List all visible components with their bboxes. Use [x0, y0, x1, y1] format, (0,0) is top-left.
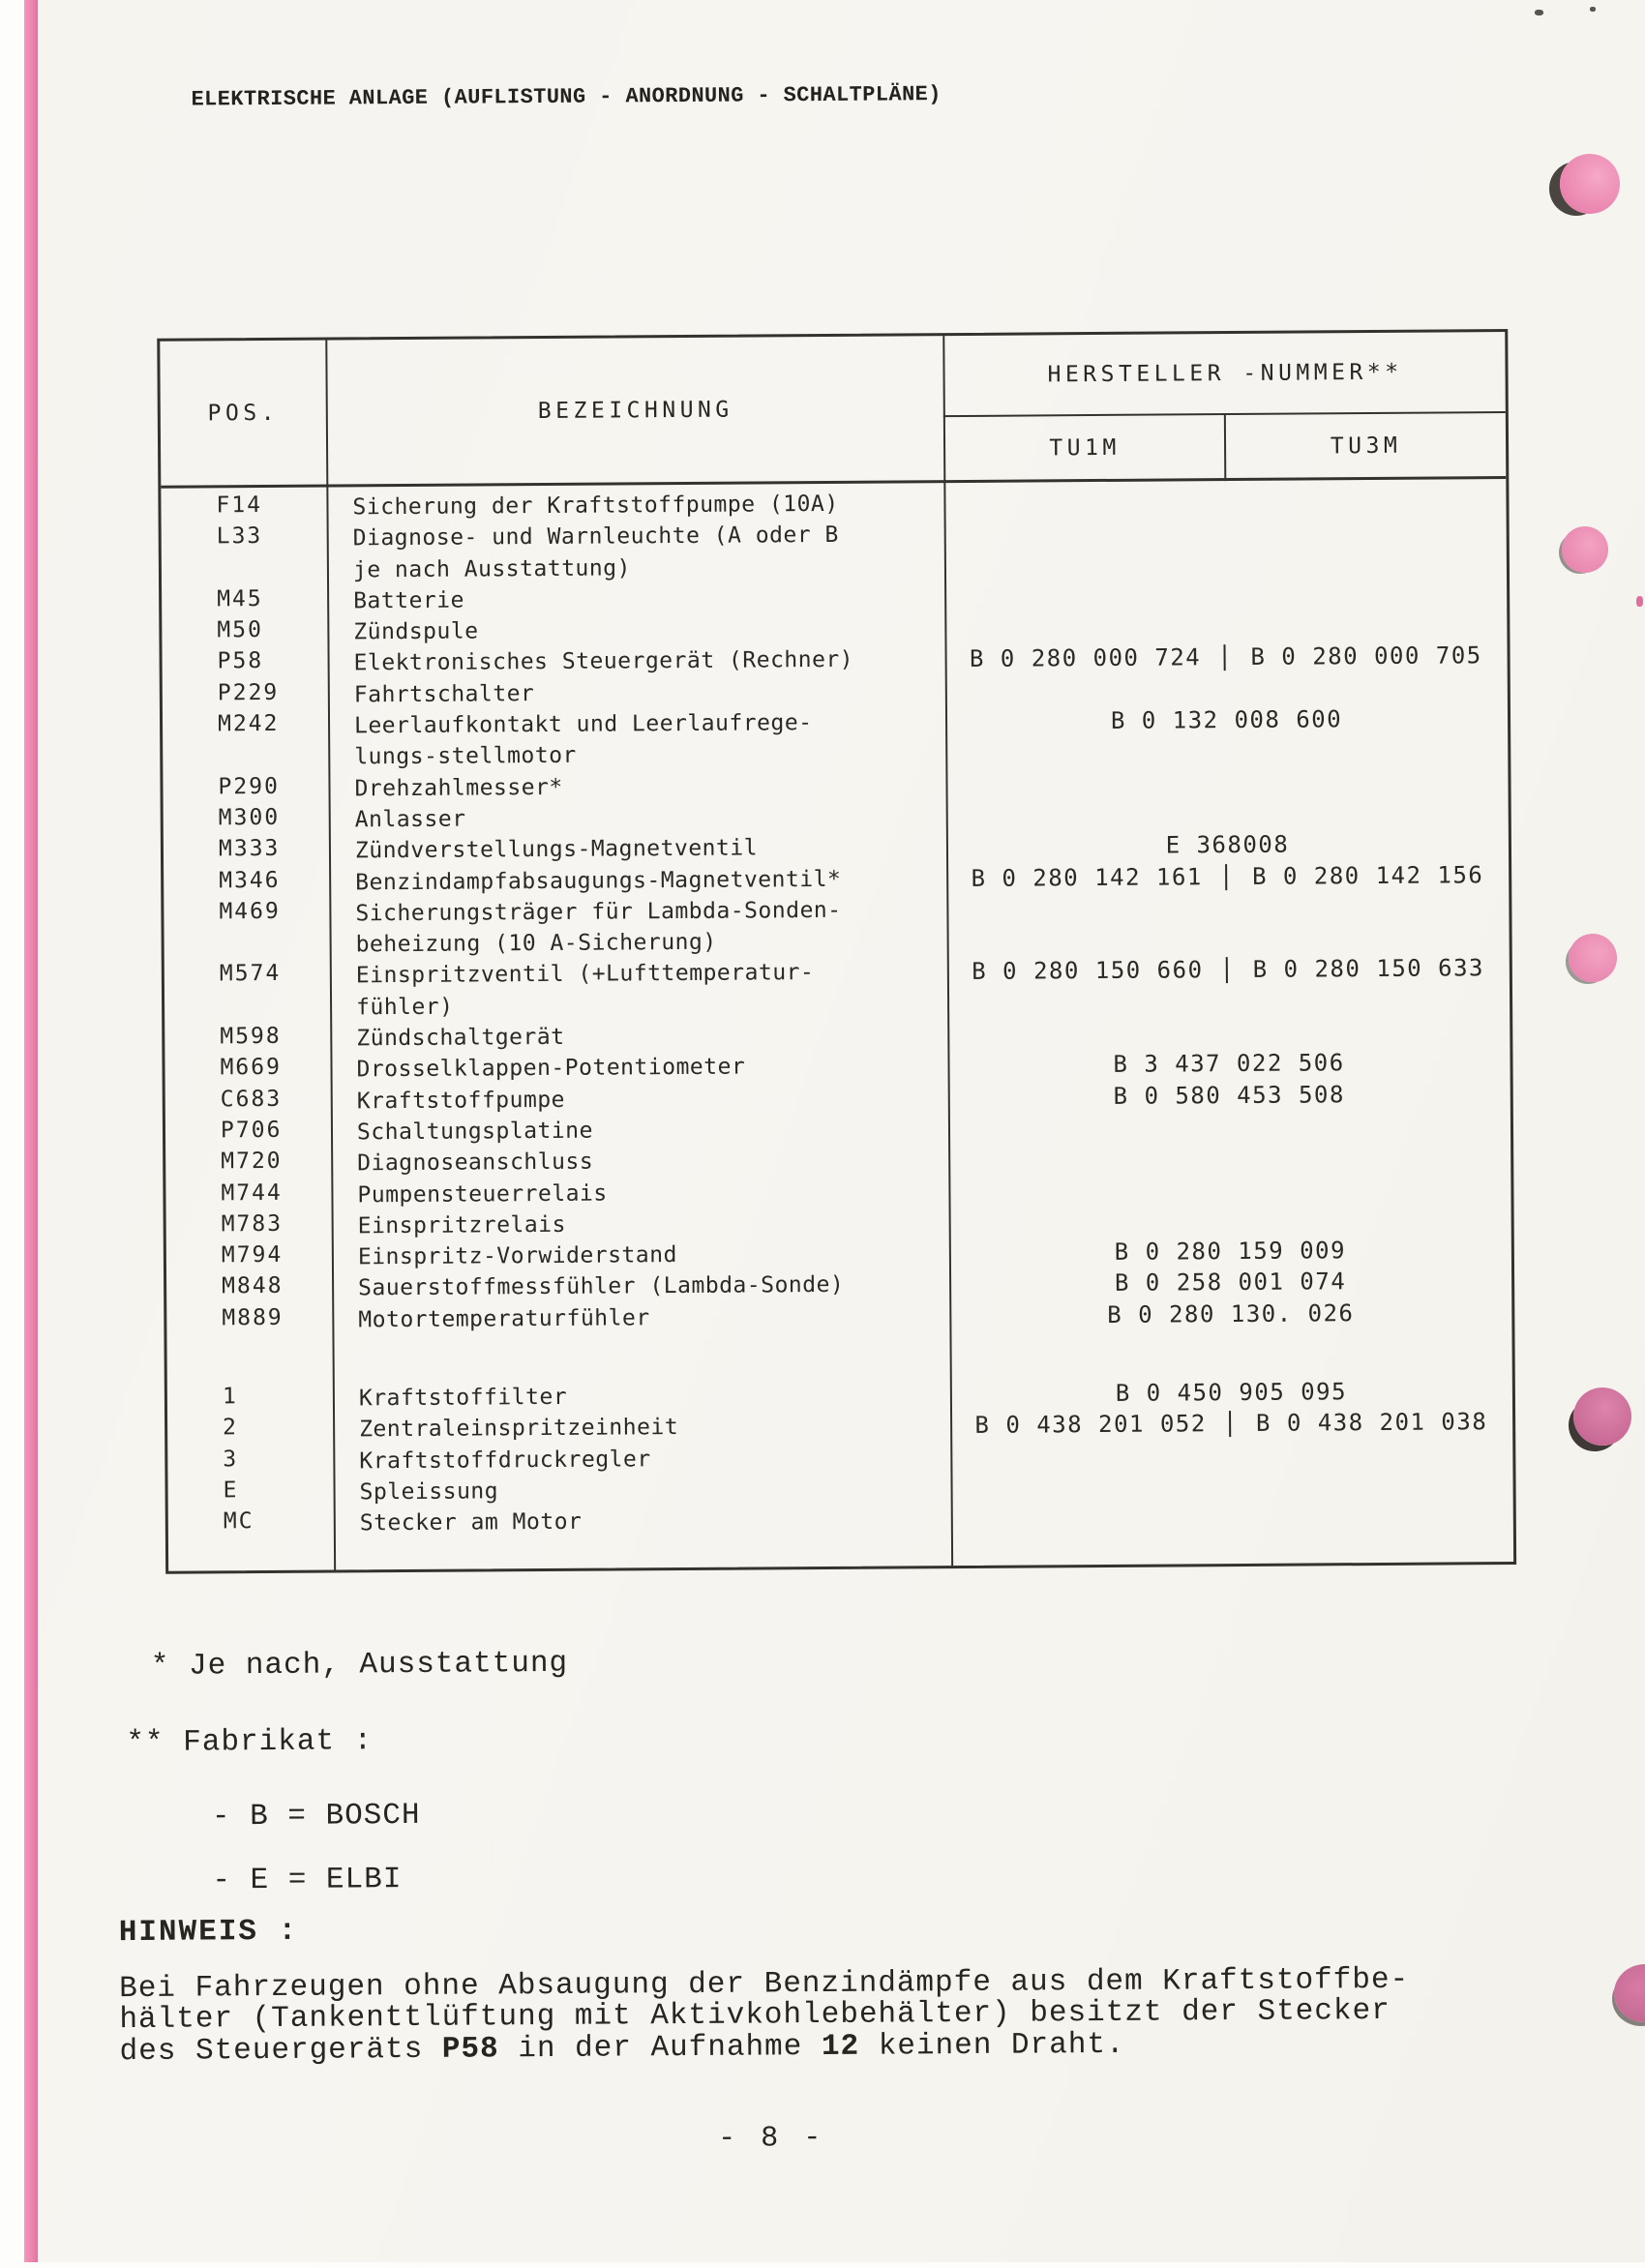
number-both: B 0 450 905 095 — [1115, 1378, 1348, 1407]
desc-cell — [330, 1050, 947, 1086]
number-tu3m: B 0 438 201 038 — [1255, 1408, 1488, 1438]
desc-line: Benzindampfabsaugungs-Magnetventil* — [355, 866, 842, 895]
number-separator — [1225, 864, 1227, 890]
num-cell — [944, 515, 1507, 582]
pos-cell: MC — [223, 1508, 254, 1535]
hole-punch-icon — [1562, 526, 1608, 573]
desc-line: Spleissung — [359, 1478, 499, 1506]
hinweis-line: des Steuergeräts P58 in der Aufnahme 12 keinen Draht. — [119, 2027, 1125, 2069]
pos-cell: M45 — [217, 585, 263, 612]
desc-line: Einspritzrelais — [357, 1211, 566, 1239]
desc-line: fühler) — [356, 994, 454, 1021]
pos-cell: M744 — [221, 1179, 283, 1206]
desc-cell — [330, 957, 947, 1024]
desc-cell — [327, 519, 944, 585]
column-header-bezeichnung: BEZEICHNUNG — [537, 397, 733, 424]
table-row — [164, 952, 1510, 1024]
binding-strip — [24, 0, 38, 2262]
column-header-tu3m: TU3M — [1330, 433, 1402, 459]
hinweis-line: Bei Fahrzeugen ohne Absaugung der Benzindämpfe aus dem Kraftstoffbe- — [119, 1962, 1410, 2007]
number-tu3m: B 0 280 142 156 — [1251, 860, 1484, 890]
desc-line: Fahrtschalter — [353, 680, 535, 708]
desc-cell — [329, 800, 946, 836]
num-cell — [949, 1234, 1511, 1268]
pos-cell: M300 — [218, 804, 281, 831]
table-row — [162, 515, 1507, 586]
num-cell — [945, 702, 1508, 769]
desc-cell — [331, 1113, 948, 1149]
desc-line: Pumpensteuerrelais — [357, 1180, 608, 1208]
number-pair — [944, 641, 1507, 675]
desc-cell — [330, 1019, 947, 1055]
number-tu3m: B 0 280 150 633 — [1252, 954, 1485, 984]
page-title: ELEKTRISCHE ANLAGE (AUFLISTUNG - ANORDNUNG - SCHALTPLÄNE) — [191, 82, 942, 112]
number-both: B 0 280 130. 026 — [1107, 1298, 1355, 1328]
desc-cell — [333, 1442, 950, 1477]
pos-cell: M346 — [219, 867, 281, 893]
desc-cell — [333, 1410, 950, 1446]
desc-line: je nach Ausstattung) — [352, 554, 631, 582]
num-cell — [947, 1015, 1510, 1050]
column-header-pos: POS. — [207, 400, 280, 426]
table-body — [161, 479, 1513, 1540]
desc-cell — [332, 1238, 949, 1273]
hole-punch-icon — [1573, 1388, 1631, 1446]
num-cell — [943, 484, 1506, 519]
parts-table — [157, 329, 1516, 1574]
number-tu1m: B 0 280 150 660 — [972, 956, 1204, 986]
desc-cell — [333, 1379, 950, 1415]
number-pair — [950, 1406, 1512, 1441]
desc-line: Kraftstoffilter — [358, 1384, 568, 1412]
pos-cell: M242 — [217, 710, 280, 737]
number-tu1m: B 0 280 142 161 — [971, 862, 1203, 892]
num-cell — [948, 1140, 1510, 1175]
pos-cell: P290 — [218, 773, 280, 800]
desc-line: Einspritz-Vorwiderstand — [357, 1242, 677, 1270]
pos-cell: 3 — [223, 1446, 239, 1472]
desc-cell — [329, 863, 946, 899]
number-pair — [946, 859, 1509, 894]
desc-line: Diagnose- und Warnleuchte (A oder B — [352, 522, 839, 552]
desc-cell — [334, 1504, 951, 1539]
number-both: E 368008 — [1165, 830, 1290, 859]
num-cell — [950, 1375, 1512, 1410]
desc-line: Stecker am Motor — [359, 1508, 583, 1537]
desc-cell — [329, 894, 946, 961]
desc-line: Einspritzventil (+Lufttemperatur- — [355, 960, 815, 989]
desc-line: Drosselklappen-Potentiometer — [356, 1054, 746, 1083]
desc-line: Zündverstellungs-Magnetventil — [354, 835, 759, 864]
pos-cell: M669 — [220, 1055, 283, 1081]
desc-line: Elektronisches Steuergerät (Rechner) — [353, 647, 854, 676]
desc-cell — [328, 706, 945, 773]
num-cell — [949, 1203, 1511, 1238]
pos-cell: P706 — [220, 1117, 283, 1144]
hinweis-paragraph — [119, 1962, 1410, 2069]
desc-line: Sauerstoffmessfühler (Lambda-Sonde) — [358, 1272, 845, 1301]
desc-line: lungs-stellmotor — [354, 743, 577, 770]
number-tu3m: B 0 280 000 705 — [1250, 642, 1482, 671]
desc-cell — [329, 831, 946, 867]
desc-cell — [326, 488, 943, 523]
desc-cell — [328, 644, 945, 680]
num-cell — [947, 1046, 1510, 1081]
number-tu1m: B 0 438 201 052 — [974, 1410, 1207, 1440]
pos-cell: M469 — [219, 898, 281, 925]
desc-line: Sicherungsträger für Lambda-Sonden- — [355, 897, 842, 927]
desc-line: Leerlaufkontakt und Leerlaufrege- — [353, 710, 813, 739]
num-cell — [946, 827, 1509, 862]
desc-cell — [332, 1300, 949, 1336]
pos-cell: M794 — [221, 1242, 284, 1268]
desc-line: Zündspule — [353, 618, 479, 645]
desc-cell — [332, 1207, 949, 1242]
num-cell — [945, 765, 1508, 800]
num-cell — [945, 671, 1508, 706]
number-both: B 0 258 001 074 — [1114, 1268, 1347, 1298]
num-cell — [950, 1469, 1512, 1504]
desc-line: Diagnoseanschluss — [357, 1149, 594, 1177]
desc-line: Schaltungsplatine — [356, 1118, 593, 1146]
num-cell — [950, 1438, 1512, 1473]
number-tu1m: B 0 280 000 724 — [969, 643, 1202, 673]
desc-line: Sicherung der Kraftstoffpumpe (10A) — [352, 491, 839, 521]
desc-line: Anlasser — [354, 806, 466, 833]
desc-cell — [331, 1144, 948, 1179]
desc-line: Zündschaltgerät — [356, 1024, 565, 1052]
desc-line: Motortemperaturfühler — [358, 1304, 650, 1333]
desc-line: Drehzahlmesser* — [354, 774, 563, 802]
num-cell — [946, 796, 1509, 831]
pos-cell: 2 — [223, 1415, 239, 1441]
number-both: B 0 280 159 009 — [1114, 1237, 1347, 1267]
desc-cell — [331, 1082, 948, 1118]
number-both: B 0 580 453 508 — [1113, 1080, 1345, 1110]
footnote-star: * Je nach, Ausstattung — [150, 1646, 569, 1684]
num-cell — [948, 1109, 1510, 1144]
pos-cell: P58 — [217, 648, 264, 674]
hole-punch-icon — [1560, 154, 1620, 214]
number-both: B 0 132 008 600 — [1110, 705, 1343, 734]
desc-cell — [332, 1269, 949, 1305]
pos-cell: M574 — [219, 961, 282, 987]
number-separator — [1224, 645, 1226, 671]
footnote-item-bosch: - B = BOSCH — [211, 1798, 421, 1835]
hinweis-line: hälter (Tankenttlüftung mit Aktivkohlebehälter) besitzt der Stecker — [119, 1994, 1391, 2038]
num-cell — [949, 1265, 1511, 1299]
num-cell — [946, 890, 1509, 957]
hinweis-heading: HINWEIS : — [118, 1914, 299, 1951]
pos-cell: M848 — [222, 1273, 284, 1299]
column-header-hersteller: HERSTELLER -NUMMER** — [1047, 359, 1403, 388]
number-pair — [947, 952, 1510, 987]
table-row — [164, 890, 1509, 962]
number-separator — [1226, 958, 1228, 984]
num-cell — [950, 1406, 1512, 1441]
scan-speck — [1535, 10, 1543, 15]
pos-cell: M889 — [222, 1304, 284, 1331]
pos-cell: M598 — [220, 1023, 282, 1050]
num-cell — [946, 859, 1509, 894]
page-number: - 8 - — [718, 2122, 825, 2156]
num-cell — [944, 641, 1507, 675]
num-cell — [951, 1500, 1513, 1535]
pos-cell: 1 — [222, 1384, 238, 1410]
desc-cell — [328, 769, 945, 805]
pos-cell: M783 — [221, 1210, 284, 1238]
num-cell — [947, 952, 1510, 1019]
hole-punch-icon — [1569, 934, 1617, 982]
footnote-fabrikat: ** Fabrikat : — [126, 1724, 374, 1761]
desc-line: Zentraleinspritzeinheit — [359, 1415, 679, 1443]
pos-cell: E — [223, 1477, 239, 1504]
table-row — [163, 702, 1508, 774]
desc-line: Kraftstoffpumpe — [356, 1087, 566, 1114]
pos-cell: P229 — [217, 679, 280, 706]
num-cell — [944, 578, 1507, 612]
pos-cell: L33 — [216, 523, 263, 550]
desc-cell — [333, 1473, 950, 1508]
num-cell — [949, 1297, 1511, 1331]
scan-speck — [1636, 596, 1643, 607]
scan-speck — [1590, 7, 1596, 12]
pos-cell: F14 — [216, 492, 263, 519]
pos-cell: M50 — [217, 617, 264, 643]
desc-cell — [331, 1176, 948, 1211]
number-both: B 3 437 022 506 — [1113, 1049, 1345, 1079]
num-cell — [944, 609, 1507, 643]
desc-line: beheizung (10 A-Sicherung) — [355, 929, 717, 958]
num-cell — [948, 1172, 1510, 1207]
pos-cell: C683 — [220, 1086, 283, 1112]
column-header-tu1m: TU1M — [1049, 434, 1121, 461]
desc-cell — [327, 612, 944, 648]
num-cell — [948, 1078, 1510, 1113]
number-separator — [1229, 1411, 1231, 1437]
desc-line: Batterie — [353, 587, 465, 614]
desc-line: Kraftstoffdruckregler — [359, 1446, 651, 1474]
desc-cell — [328, 675, 945, 711]
desc-cell — [327, 582, 944, 617]
pos-cell: M720 — [221, 1149, 283, 1175]
pos-cell: M333 — [218, 836, 281, 862]
footnote-item-elbi: - E = ELBI — [212, 1863, 403, 1898]
